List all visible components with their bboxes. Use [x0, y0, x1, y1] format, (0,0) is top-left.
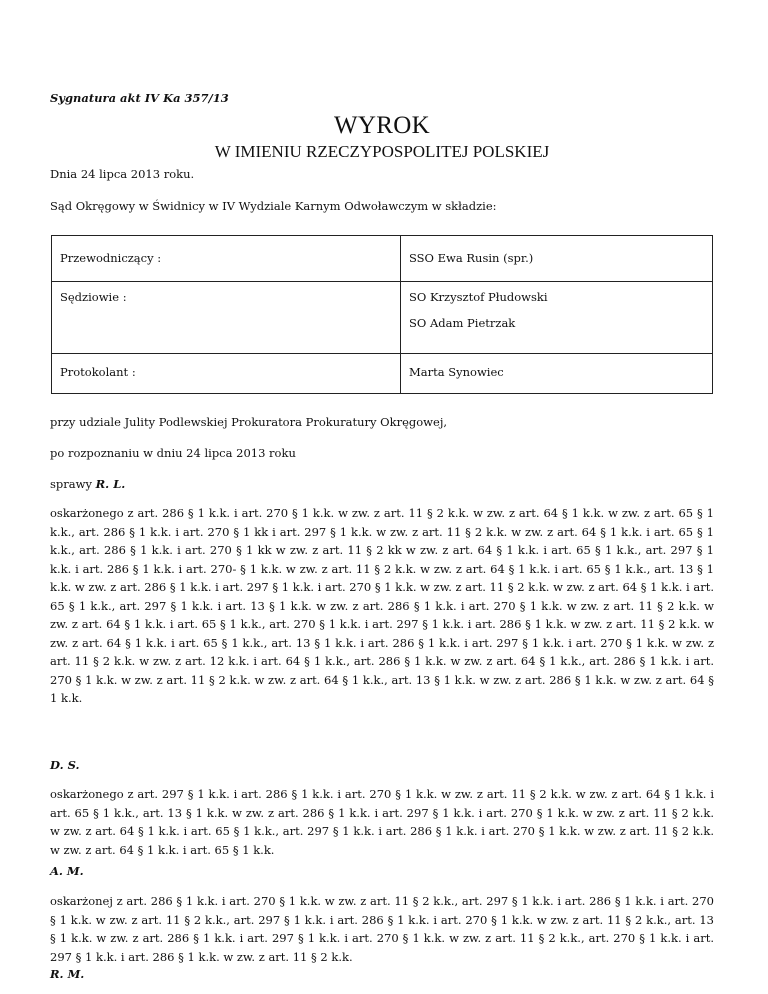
document-title: WYROK	[334, 112, 430, 139]
defendant-name-2: D. S.	[50, 758, 80, 772]
prosecutor-line: przy udziale Julity Podlewskiej Prokuratora Prokuratury Okręgowej,	[50, 415, 448, 429]
judge-name-1: SO Krzysztof Płudowski	[409, 290, 548, 304]
date-line: Dnia 24 lipca 2013 roku.	[50, 167, 195, 181]
table-row-clerk	[52, 354, 713, 394]
presiding-label-cell	[52, 236, 401, 282]
case-signature: Sygnatura akt IV Ka 357/13	[50, 91, 229, 105]
judge-name-2: SO Adam Pietrzak	[409, 316, 516, 330]
document-subtitle: W IMIENIU RZECZYPOSPOLITEJ POLSKIEJ	[214, 142, 550, 161]
judges-label-cell	[52, 282, 401, 354]
judges-label: Sędziowie :	[60, 290, 127, 304]
clerk-label: Protokolant :	[60, 365, 136, 379]
case-prefix: sprawy	[50, 477, 96, 491]
case-line	[50, 477, 125, 491]
charges-paragraph-2: oskarżonego z art. 297 § 1 k.k. i art. 286 § 1 k.k. i art. 270 § 1 k.k. w zw. z art. 11 § 2 k.k. w zw. z art. 64 § 1 k.k. i art. 65 § 1 k.k., art. 13 § 1 k.k. w zw. z art. 286 § 1 k.k. i art. 297 § 1 k.k. i art. 270 § 1 k.k. w zw. z art. 11 § 2 k.k. w zw. z art. 64 § 1 k.k. i art. 65 § 1 k.k., art. 297 § 1 k.k. i art. 286 § 1 k.k. i art. 270 § 1 k.k. w zw. z art. 11 § 2 k.k. w zw. z art. 64 § 1 k.k. i art. 65 § 1 k.k.	[50, 787, 714, 857]
presiding-value-cell	[401, 236, 713, 282]
presiding-value: SSO Ewa Rusin (spr.)	[409, 251, 534, 265]
clerk-value-cell	[401, 354, 713, 394]
court-composition-table	[51, 235, 713, 394]
hearing-line: po rozpoznaniu w dniu 24 lipca 2013 roku	[50, 446, 296, 460]
presiding-label: Przewodniczący :	[60, 251, 162, 265]
judges-value-cell	[401, 282, 713, 354]
table-row-presiding	[52, 236, 713, 282]
court-line: Sąd Okręgowy w Świdnicy w IV Wydziale Karnym Odwoławczym w składzie:	[50, 199, 497, 213]
defendant-name-3: A. M.	[50, 864, 84, 878]
clerk-label-cell	[52, 354, 401, 394]
clerk-value: Marta Synowiec	[409, 365, 504, 379]
charges-paragraph-1: oskarżonego z art. 286 § 1 k.k. i art. 270 § 1 k.k. w zw. z art. 11 § 2 k.k. w zw. z art. 64 § 1 k.k. w zw. z art. 65 § 1 k.k., art. 286 § 1 k.k. i art. 270 § 1 kk i art. 297 § 1 k.k. w zw. z art. 11 § 2 k.k. w zw. z art. 64 § 1 k.k. i art. 65 § 1 k.k., art. 286 § 1 k.k. i art. 270 § 1 kk w zw. z art. 11 § 2 kk w zw. z art. 64 § 1 k.k. i art. 65 § 1 k.k., art. 297 § 1 k.k. i art. 286 § 1 k.k. i art. 270- § 1 k.k. w zw. z art. 11 § 2 k.k. w zw. z art. 64 § 1 k.k. i art. 65 § 1 k.k., art. 13 § 1 k.k. w zw. z art. 286 § 1 k.k. i art. 297 § 1 k.k. i art. 270 § 1 k.k. w zw. z art. 11 § 2 k.k. w zw. z art. 64 § 1 k.k. i art. 65 § 1 k.k., art. 297 § 1 k.k. i art. 13 § 1 k.k. w zw. z art. 286 § 1 k.k. i art. 270 § 1 k.k. w zw. z art. 11 § 2 k.k. w zw. z art. 64 § 1 k.k. i art. 65 § 1 k.k., art. 270 § 1 k.k. i art. 297 § 1 k.k. i art. 286 § 1 k.k. w zw. z art. 11 § 2 k.k. w zw. z art. 64 § 1 k.k. i art. 65 § 1 k.k., art. 13 § 1 k.k. i art. 286 § 1 k.k. i art. 297 § 1 k.k. i art. 270 § 1 k.k. w zw. z art. 11 § 2 k.k. w zw. z art. 12 k.k. i art. 64 § 1 k.k., art. 286 § 1 k.k. w zw. z art. 64 § 1 k.k., art. 286 § 1 k.k. i art. 270 § 1 k.k. w zw. z art. 11 § 2 k.k. w zw. z art. 64 § 1 k.k., art. 13 § 1 k.k. w zw. z art. 286 § 1 k.k. w zw. z art. 64 § 1 k.k.	[50, 506, 714, 705]
defendant-name-4: R. M.	[50, 967, 85, 981]
defendant-name-1: R. L.	[95, 477, 126, 491]
table-row-judges	[52, 282, 713, 354]
charges-paragraph-3: oskarżonej z art. 286 § 1 k.k. i art. 270 § 1 k.k. w zw. z art. 11 § 2 k.k., art. 297 § 1 k.k. i art. 286 § 1 k.k. i art. 270 § 1 k.k. w zw. z art. 11 § 2 k.k., art. 297 § 1 k.k. i art. 286 § 1 k.k. i art. 270 § 1 k.k. w zw. z art. 11 § 2 k.k., art. 13 § 1 k.k. w zw. z art. 286 § 1 k.k. i art. 297 § 1 k.k. i art. 270 § 1 k.k. w zw. z art. 11 § 2 k.k., art. 270 § 1 k.k. i art. 297 § 1 k.k. i art. 286 § 1 k.k. w zw. z art. 11 § 2 k.k.	[50, 894, 714, 964]
